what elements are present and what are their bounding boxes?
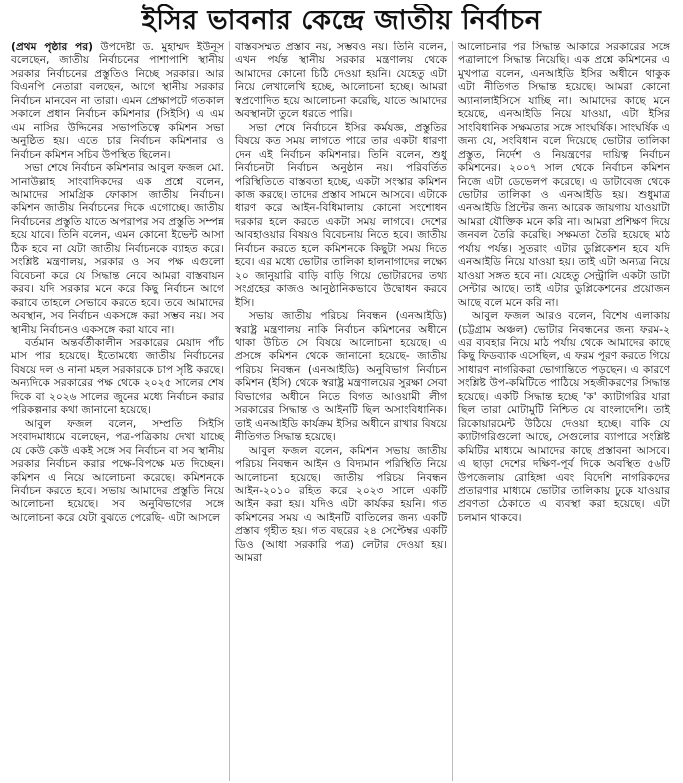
article-column-3 xyxy=(452,41,675,781)
article-column-1 xyxy=(6,41,229,781)
article-paragraph: সভা শেষে নির্বাচন কমিশনার আবুল ফজল মো. সানাউল্লাহ সাংবাদিকদের এক প্রশ্নে বলেন, আমাদের সামগ্রিক ফোকাস জাতীয় নির্বাচন। কমিশন জাতীয় নির্বাচনের দিকে এগোচ্ছে। জাতীয় নির্বাচনের প্রস্তুতি যাতে অপরাপর সব প্রস্তুতি সম্পন্ন হয়ে যাবে। তিনি বলেন, এমন কোনো ইভেন্ট আসা ঠিক হবে না যেটা জাতীয় নির্বাচনকে ব্যাহত করে। সংশ্লিষ্ট মন্ত্রণালয়, সরকার ও সব পক্ষ এগুলো বিবেচনা করে যে সিদ্ধান্ত নেবে আমরা বাস্তবায়ন করব। যদি সরকার মনে করে কিছু নির্বাচন আগে করাবে তাহলে সেভাবে করতে হবে। তবে আমাদের অবস্থান, সব নির্বাচন একসঙ্গে করা সম্ভব নয়। সব স্থানীয় নির্বাচনও একসঙ্গে করা যাবে না। xyxy=(11,162,224,336)
continued-from-front-page-tag: (প্রথম পৃষ্ঠার পর) xyxy=(11,41,94,53)
article-column-2 xyxy=(229,41,452,781)
paragraph-text: উপদেষ্টা ড. মুহাম্মদ ইউনূস বলেছেন, জাতীয় নির্বাচনের পাশাপাশি স্থানীয় সরকার নির্বাচনের প্রস্তুতিও নিচ্ছে সরকার। আর বিএনপি নেতারা বলছেন, আগে স্থানীয় সরকার নির্বাচন মানবেন না তারা। এমন প্রেক্ষাপটে গতকাল সকালে প্রধান নির্বাচন কমিশনার (সিইসি) এ এম এম নাসির উদ্দিনের সভাপতিত্বে কমিশন সভা অনুষ্ঠিত হয়। এতে চার নির্বাচন কমিশনার ও নির্বাচন কমিশন সচিব উপস্থিত ছিলেন। xyxy=(11,41,224,161)
article-paragraph: বর্তমান অন্তর্বর্তীকালীন সরকারের মেয়াদ পাঁচ মাস পার হয়েছে। ইতোমধ্যে জাতীয় নির্বাচনের বিষয়ে দল ও নানা মহল সরকারকে চাপ সৃষ্টি করছে। অন্যদিকে সরকারের পক্ষ থেকে ২০২৫ সালের শেষ দিকে বা ২০২৬ সালের জুনের মধ্যে নির্বাচন করার পরিকল্পনার কথা জানানো হয়েছে। xyxy=(11,336,224,417)
article-paragraph: সভা শেষে নির্বাচনে ইসির কর্মযজ্ঞ, প্রস্তুতির বিষয়ে কত সময় লাগতে পারে তার একটা ধারণা দেন এই নির্বাচন কমিশনার। তিনি বলেন, শুধু নির্বাচনটা নির্বাচন অনুষ্ঠান নয়। পরিবর্তিত পরিস্থিতিতে বাস্তবতা হচ্ছে, একটা সংস্কার কমিশন কাজ করছে। তাদের প্রস্তাব সামনে আসবে। এটাকে ধারণ করে আইন-বিধিমালায় কোনো সংশোধন দরকার হলে করতে একটা সময় লাগবে। দেশের আবহাওয়ার বিষয়ও বিবেচনায় নিতে হবে। জাতীয় নির্বাচন করতে হলে কমিশনকে কিছুটা সময় দিতে হবে। এর মধ্যে ভোটার তালিকা হালনাগাদের লক্ষ্যে ২০ জানুয়ারি বাড়ি বাড়ি গিয়ে ভোটারদের তথ্য সংগ্রহের কাজও আনুষ্ঠানিকভাবে উদ্বোধন করবে ইসি। xyxy=(235,121,447,309)
article-body xyxy=(6,41,677,781)
article-paragraph: আবুল ফজল বলেন, কমিশন সভায় জাতীয় পরিচয় নিবন্ধন আইন ও বিদ্যমান পরিস্থিতি নিয়ে আলোচনা হয়েছে। জাতীয় পরিচয় নিবন্ধন আইন-২০১০ রহিত করে ২০২৩ সালে একটি আইন করা হয়। যদিও এটা কার্যকর হয়নি। গত কমিশনের সময় এ আইনটি বাতিলের জন্য একটি প্রস্তাব গৃহীত হয়। গত বছরের ২৪ সেপ্টেম্বর একটি ডিও (আধা সরকারি পত্র) লেটার দেওয়া হয়। আমরা xyxy=(235,444,447,565)
article-paragraph: আবুল ফজল বলেন, সম্প্রতি সিইসি সংবাদমাধ্যমে বলেছেন, পত্র-পত্রিকায় দেখা যাচ্ছে যে কেউ কেউ একই সঙ্গে সব নির্বাচন বা সব স্থানীয় সরকার নির্বাচন করার পক্ষে-বিপক্ষে মত দিচ্ছেন। কমিশন এ নিয়ে আলোচনা করেছে। কমিশনকে নির্বাচন করতে হবে। সভায় আমাদের প্রস্তুতি নিয়ে আলোচনা হয়েছে। সব অনুবিভাগের সঙ্গে আলোচনা করে যেটা বুঝতে পেরেছি- এটা আসলে xyxy=(11,417,224,524)
article-headline: ইসির ভাবনার কেন্দ্রে জাতীয় নির্বাচন xyxy=(141,5,542,36)
article-paragraph: বাস্তবসম্মত প্রস্তাব নয়, সম্ভবও নয়। তিনি বলেন, এখন পর্যন্ত স্থানীয় সরকার মন্ত্রণালয় থেকে আমাদের কোনো চিঠি দেওয়া হয়নি। যেহেতু এটা নিয়ে লেখালেখি হচ্ছে, আলোচনা হচ্ছে। আমরা স্বপ্রণোদিত হয়ে আলোচনা করেছি, যাতে আমাদের অবস্থানটা তুলে ধরতে পারি। xyxy=(235,41,447,121)
article-paragraph: সভায় জাতীয় পরিচয় নিবন্ধন (এনআইডি) স্বরাষ্ট্র মন্ত্রণালয় নাকি নির্বাচন কমিশনের অধীনে থাকা উচিত সে বিষয়ে আলোচনা হয়েছে। এ প্রসঙ্গে কমিশন থেকে জানানো হয়েছে- জাতীয় পরিচয় নিবন্ধন (এনআইডি) অনুবিভাগ নির্বাচন কমিশন (ইসি) থেকে স্বরাষ্ট্র মন্ত্রণালয়ের সুরক্ষা সেবা বিভাগের অধীনে নিতে বিগত আওয়ামী লীগ সরকারের সিদ্ধান্ত ও আইনটি ছিল অসাংবিধানিক। তাই এনআইডি কার্যক্রম ইসির অধীনে রাখার বিষয়ে নীতিগত সিদ্ধান্ত হয়েছে। xyxy=(235,310,447,444)
article-paragraph: আলোচনার পর সিদ্ধান্ত আকারে সরকারের সঙ্গে পত্রালাপে সিদ্ধান্ত নিয়েছি। এক প্রশ্নে কমিশনের এ মুখপাত্র বলেন, এনআইডি ইসির অধীনে থাকুক এটা নীতিগত সিদ্ধান্ত হয়েছে। আমরা কোনো অ্যানালাইসিসে যাচ্ছি না। আমাদের কাছে মনে হয়েছে, এনআইডি নিয়ে যাওয়া, এটা ইসির সাংবিধানিক সক্ষমতার সঙ্গে সাংঘর্ষিক। সাংঘর্ষিক এ জন্য যে, সংবিধান বলে দিয়েছে ভোটার তালিকা প্রস্তুত, নির্দেশ ও নিয়ন্ত্রণের দায়িত্ব নির্বাচন কমিশনের। ২০০৭ সাল থেকে নির্বাচন কমিশন নিজে এটা ডেভেলপ করেছে। এ ডাটাবেজ থেকে ভোটার তালিকা ও এনআইডি হয়। শুধুমাত্র এনআইডি প্রিন্টের জন্য আরেক জায়গায় যাওয়াটা আমরা যৌক্তিক মনে করি না। আমরা প্রশিক্ষণ দিয়ে জনবল তৈরি করেছি। সক্ষমতা তৈরি হয়েছে মাঠ পর্যায় পর্যন্ত। সুতরাং এটার ডুপ্লিকেশন হবে যদি এনআইডি নিয়ে যাওয়া হয়। তাই এটা অন্যত্র নিয়ে যাওয়া সঙ্গত হবে না। যেহেতু সেন্ট্রালি একটা ডাটা সেন্টার আছে। তাই এটার ডুপ্লিকেশনের প্রয়োজন আছে বলে মনে করি না। xyxy=(458,41,670,309)
article-paragraph xyxy=(11,41,224,162)
article-paragraph: আবুল ফজল আরও বলেন, বিশেষ এলাকায় (চট্টগ্রাম অঞ্চল) ভোটার নিবন্ধনের জন্য ফরম-২ এর ব্যবহার নিয়ে মাঠ পর্যায় থেকে আমাদের কাছে কিছু ফিডব্যাক এসেছিল, এ ফরম পূরণ করতে গিয়ে সাধারণ নাগরিকরা ভোগান্তিতে পড়ছেন। এ কারণে সংশ্লিষ্ট উপ-কমিটিতে পাঠিয়ে সহজীকরণের সিদ্ধান্ত হয়েছে। একটি সিদ্ধান্ত হচ্ছে 'ক' ক্যাটাগরির যারা ছিল তারা মোটামুটি নিশ্চিত যে বাংলাদেশি। তাই রিকোয়ারমেন্ট উঠিয়ে দেওয়া হচ্ছে। বাকি যে ক্যাটাগরিগুলো আছে, সেগুলোর ব্যাপারে সংশ্লিষ্ট কমিটির মাধ্যমে আমাদের কাছে প্রস্তাবনা আসবে। এ ছাড়া দেশের দক্ষিণ-পূর্ব দিকে অবস্থিত ৫৬টি উপজেলায় রোহিঙ্গা এবং বিদেশি নাগরিকদের প্রতারণার মাধ্যমে ভোটার তালিকায় ঢুকে যাওয়ার প্রবণতা ঠেকাতে এ ব্যবস্থা করা হয়েছে। এটা চলমান থাকবে। xyxy=(458,310,670,524)
